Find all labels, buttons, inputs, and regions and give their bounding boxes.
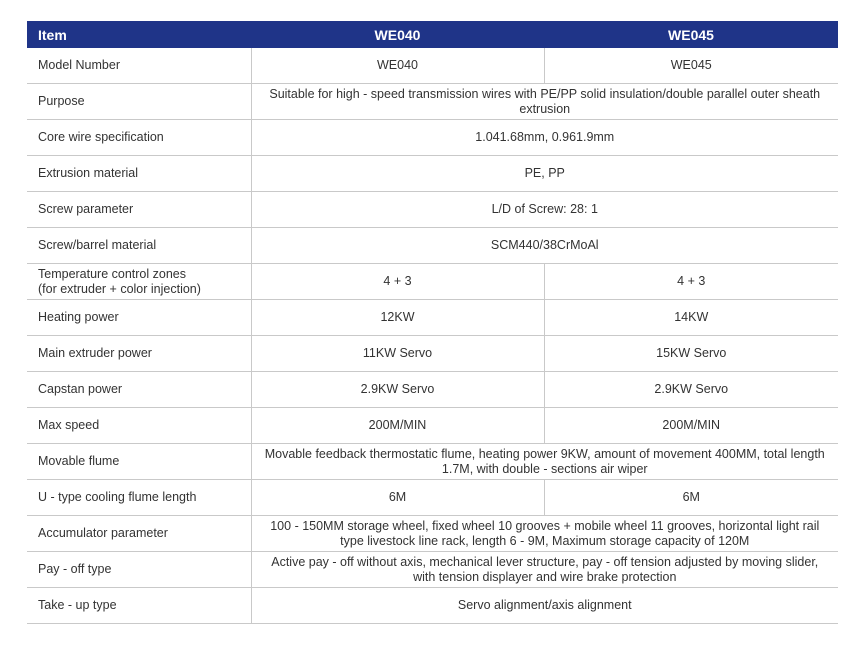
table-row xyxy=(27,120,838,156)
row-label: Main extruder power xyxy=(27,336,251,372)
row-label xyxy=(27,264,251,300)
table-row xyxy=(27,156,838,192)
row-label: Extrusion material xyxy=(27,156,251,192)
header-model-we040: WE040 xyxy=(251,21,544,48)
cell-shared: Servo alignment/axis alignment xyxy=(251,588,838,624)
table-row xyxy=(27,228,838,264)
table-row xyxy=(27,84,838,120)
cell-shared: Movable feedback thermostatic flume, heating power 9KW, amount of movement 400MM, total length 1.7M, with double - sections air wiper xyxy=(251,444,838,480)
spec-table-container xyxy=(27,21,838,624)
header-row xyxy=(27,21,838,48)
row-label-line-2: (for extruder + color injection) xyxy=(38,281,201,296)
table-row xyxy=(27,192,838,228)
row-label: Heating power xyxy=(27,300,251,336)
cell-shared: SCM440/38CrMoAl xyxy=(251,228,838,264)
cell-we045: 200M/MIN xyxy=(544,408,838,444)
header-model-we045: WE045 xyxy=(544,21,838,48)
table-row xyxy=(27,372,838,408)
table-body xyxy=(27,48,838,624)
cell-we040: 12KW xyxy=(251,300,544,336)
cell-we045: 14KW xyxy=(544,300,838,336)
cell-shared: L/D of Screw: 28: 1 xyxy=(251,192,838,228)
table-header xyxy=(27,21,838,48)
row-label: Accumulator parameter xyxy=(27,516,251,552)
cell-we040: 6M xyxy=(251,480,544,516)
cell-we045: 4 + 3 xyxy=(544,264,838,300)
cell-we040: WE040 xyxy=(251,48,544,84)
row-label: U - type cooling flume length xyxy=(27,480,251,516)
table-row xyxy=(27,516,838,552)
cell-we040: 4 + 3 xyxy=(251,264,544,300)
cell-shared: 1.041.68mm, 0.961.9mm xyxy=(251,120,838,156)
cell-shared: Suitable for high - speed transmission wires with PE/PP solid insulation/double parallel outer sheath extrusion xyxy=(251,84,838,120)
table-row xyxy=(27,48,838,84)
row-label: Screw/barrel material xyxy=(27,228,251,264)
row-label: Capstan power xyxy=(27,372,251,408)
row-label: Model Number xyxy=(27,48,251,84)
table-row xyxy=(27,588,838,624)
table-row xyxy=(27,264,838,300)
row-label: Max speed xyxy=(27,408,251,444)
row-label: Core wire specification xyxy=(27,120,251,156)
spec-table xyxy=(27,21,838,624)
cell-shared: PE, PP xyxy=(251,156,838,192)
row-label: Pay - off type xyxy=(27,552,251,588)
row-label: Movable flume xyxy=(27,444,251,480)
cell-we045: 6M xyxy=(544,480,838,516)
row-label-line-1: Temperature control zones xyxy=(38,266,186,281)
cell-shared: 100 - 150MM storage wheel, fixed wheel 10 grooves + mobile wheel 11 grooves, horizontal light rail type livestock line rack, length 6 - 9M, Maximum storage capacity of 120M xyxy=(251,516,838,552)
cell-we045: WE045 xyxy=(544,48,838,84)
row-label: Purpose xyxy=(27,84,251,120)
cell-we040: 11KW Servo xyxy=(251,336,544,372)
table-row xyxy=(27,336,838,372)
row-label: Screw parameter xyxy=(27,192,251,228)
cell-we045: 2.9KW Servo xyxy=(544,372,838,408)
cell-we040: 2.9KW Servo xyxy=(251,372,544,408)
table-row xyxy=(27,480,838,516)
cell-we040: 200M/MIN xyxy=(251,408,544,444)
table-row xyxy=(27,300,838,336)
row-label: Take - up type xyxy=(27,588,251,624)
header-item: Item xyxy=(27,21,251,48)
table-row xyxy=(27,552,838,588)
table-row xyxy=(27,408,838,444)
cell-we045: 15KW Servo xyxy=(544,336,838,372)
cell-shared: Active pay - off without axis, mechanical lever structure, pay - off tension adjusted by moving slider, with tension displayer and wire brake protection xyxy=(251,552,838,588)
table-row xyxy=(27,444,838,480)
